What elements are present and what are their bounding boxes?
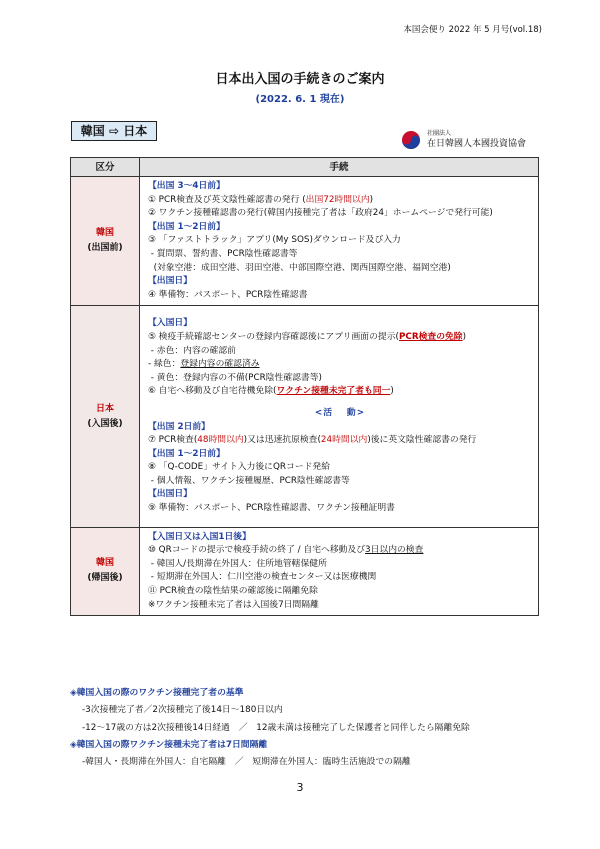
text-fragment: - 緑色： xyxy=(148,359,181,370)
category-country: 日本 xyxy=(95,403,114,414)
text-fragment: 3日以内の検査 xyxy=(365,545,424,556)
table-row-korea-return xyxy=(71,527,539,616)
note-heading: ◈韓国入国の際のワクチン接種完了者の基準 xyxy=(70,688,244,698)
note-line: -12～17歳の方は2次接種後14日経過 ／ 12歳未満は接種完了した保護者と同伴したら隔離免除 xyxy=(82,722,470,733)
table-row-japan-entry xyxy=(71,306,539,527)
text-fragment: )後に英文陰性確認書の発行 xyxy=(367,435,477,446)
category-phase: (帰国後) xyxy=(87,573,123,584)
association-type: 社團法人 xyxy=(427,130,452,137)
category-cell xyxy=(71,306,140,527)
procedure-cell xyxy=(140,306,539,527)
section-heading: 【出国 1～2日前】 xyxy=(148,221,225,232)
procedure-line: ⑪ PCR検査の陰性結果の確認後に隔離免除 xyxy=(148,586,318,597)
activity-divider: <活 動> xyxy=(314,407,366,418)
table-row-korea-departure xyxy=(71,177,539,306)
procedure-cell xyxy=(140,177,539,306)
category-phase: (出国前) xyxy=(87,243,123,254)
text-fragment: 登録内容の確認済み xyxy=(180,359,260,370)
spacer xyxy=(148,516,532,524)
section-heading: 【出国 2日前】 xyxy=(148,421,210,432)
column-header-category: 区分 xyxy=(71,158,140,177)
section-heading: 【入国日又は入国1日後】 xyxy=(148,531,251,542)
procedure-line: - 短期滞在外国人：仁川空港の検査センター又は医療機関 xyxy=(148,572,377,583)
text-fragment: ) xyxy=(462,331,467,342)
section-heading: 【出国 3～4日前】 xyxy=(148,181,225,191)
note-heading: ◈韓国入国の際ワクチン接種未完了者は7日間隔離 xyxy=(70,739,268,750)
text-fragment: ⑦ PCR検査( xyxy=(148,435,198,446)
procedure-line: ⑧ 「Q-CODE」サイト入力後にQRコード発給 xyxy=(148,462,331,473)
text-fragment: ⑥ 自宅へ移動及び自宅待機免除( xyxy=(148,386,277,397)
page-number: 3 xyxy=(296,781,304,794)
category-country: 韓国 xyxy=(95,558,114,569)
text-fragment: ⑩ QRコードの提示で検疫手続の終了 / 自宅へ移動及び xyxy=(148,545,366,556)
note-line: -3次接種完了者／2次接種完了後14日～180日以内 xyxy=(82,705,283,716)
procedure-line: (対象空港：成田空港、羽田空港、中部国際空港、関西国際空港、福岡空港) xyxy=(148,262,451,273)
category-cell xyxy=(71,527,140,616)
procedure-line: - 黄色：登録内容の不備(PCR陰性確認書等) xyxy=(148,372,322,383)
text-fragment: ) xyxy=(369,194,374,205)
procedure-line: ※ワクチン接種未完了者は入国後7日間隔離 xyxy=(148,599,319,610)
procedure-line xyxy=(148,385,532,399)
text-fragment: 出国72時間以内 xyxy=(305,194,370,205)
procedure-line: - 赤色：内容の確認前 xyxy=(148,345,236,356)
procedure-line xyxy=(148,544,532,558)
text-fragment: 48時間以内 xyxy=(197,435,244,446)
text-fragment: ワクチン接種未完了者も同一 xyxy=(276,386,391,397)
procedure-line: - 個人情報、ワクチン接種履歴、PCR陰性確認書等 xyxy=(148,475,350,486)
section-heading: 【出国日】 xyxy=(148,276,192,287)
association-name: 在日韓國人本國投資協會 xyxy=(427,139,527,149)
text-fragment: ⑤ 検疫手続確認センターの登録内容確認後にアプリ画面の提示( xyxy=(148,331,399,342)
note-line: -韓国人・長期滞在外国人：自宅隔離 ／ 短期滞在外国人：臨時生活施設での隔離 xyxy=(82,757,411,768)
text-fragment: PCR検査の免除 xyxy=(398,331,463,342)
column-header-procedure: 手続 xyxy=(140,158,539,177)
procedure-line xyxy=(148,358,532,372)
as-of-date: (2022. 6. 1 現在) xyxy=(255,94,345,105)
route-label: 韓国 ⇨ 日本 xyxy=(71,121,157,141)
category-cell xyxy=(71,177,140,306)
spacer xyxy=(148,399,532,407)
section-heading: 【出国日】 xyxy=(148,489,192,500)
taegeuk-logo-icon xyxy=(401,130,421,150)
procedure-line: ⑨ 準備物：パスポート、PCR陰性確認書、ワクチン接種証明書 xyxy=(148,503,395,514)
procedure-line: - 韓国人/長期滞在外国人：住所地管轄保健所 xyxy=(148,558,327,569)
spacer xyxy=(148,309,532,317)
text-fragment: ① PCR検査及び英文陰性確認書の発行 ( xyxy=(148,194,306,205)
page-title: 日本出入国の手続きのご案内 xyxy=(215,72,385,87)
text-fragment: 24時間以内 xyxy=(320,435,368,446)
procedure-table xyxy=(70,157,539,616)
procedure-cell xyxy=(140,527,539,616)
procedure-line xyxy=(148,331,532,345)
section-heading: 【出国 1～2日前】 xyxy=(148,448,225,459)
text-fragment: ) xyxy=(390,386,394,397)
procedure-line: - 質問票、誓約書、PCR陰性確認書等 xyxy=(148,248,298,259)
procedure-line: ② ワクチン接種確認書の発行(韓国内接種完了者は「政府24」ホームページで発行可能) xyxy=(148,208,493,219)
procedure-line: ④ 準備物：パスポート、PCR陰性確認書 xyxy=(148,289,308,300)
procedure-line: ③ 「ファストトラック」アプリ(My SOS)ダウンロード及び入力 xyxy=(148,235,401,246)
text-fragment: )又は迅速抗原検査( xyxy=(243,435,321,446)
procedure-line xyxy=(148,434,532,448)
category-phase: (入国後) xyxy=(87,418,123,429)
vaccination-notes xyxy=(70,685,540,771)
category-country: 韓国 xyxy=(95,228,114,239)
association-logo-block xyxy=(401,128,551,152)
procedure-line xyxy=(148,194,532,208)
newsletter-issue-note: 本国会便り 2022 年 5 月号(vol.18) xyxy=(403,25,542,35)
section-heading: 【入国日】 xyxy=(148,318,192,329)
